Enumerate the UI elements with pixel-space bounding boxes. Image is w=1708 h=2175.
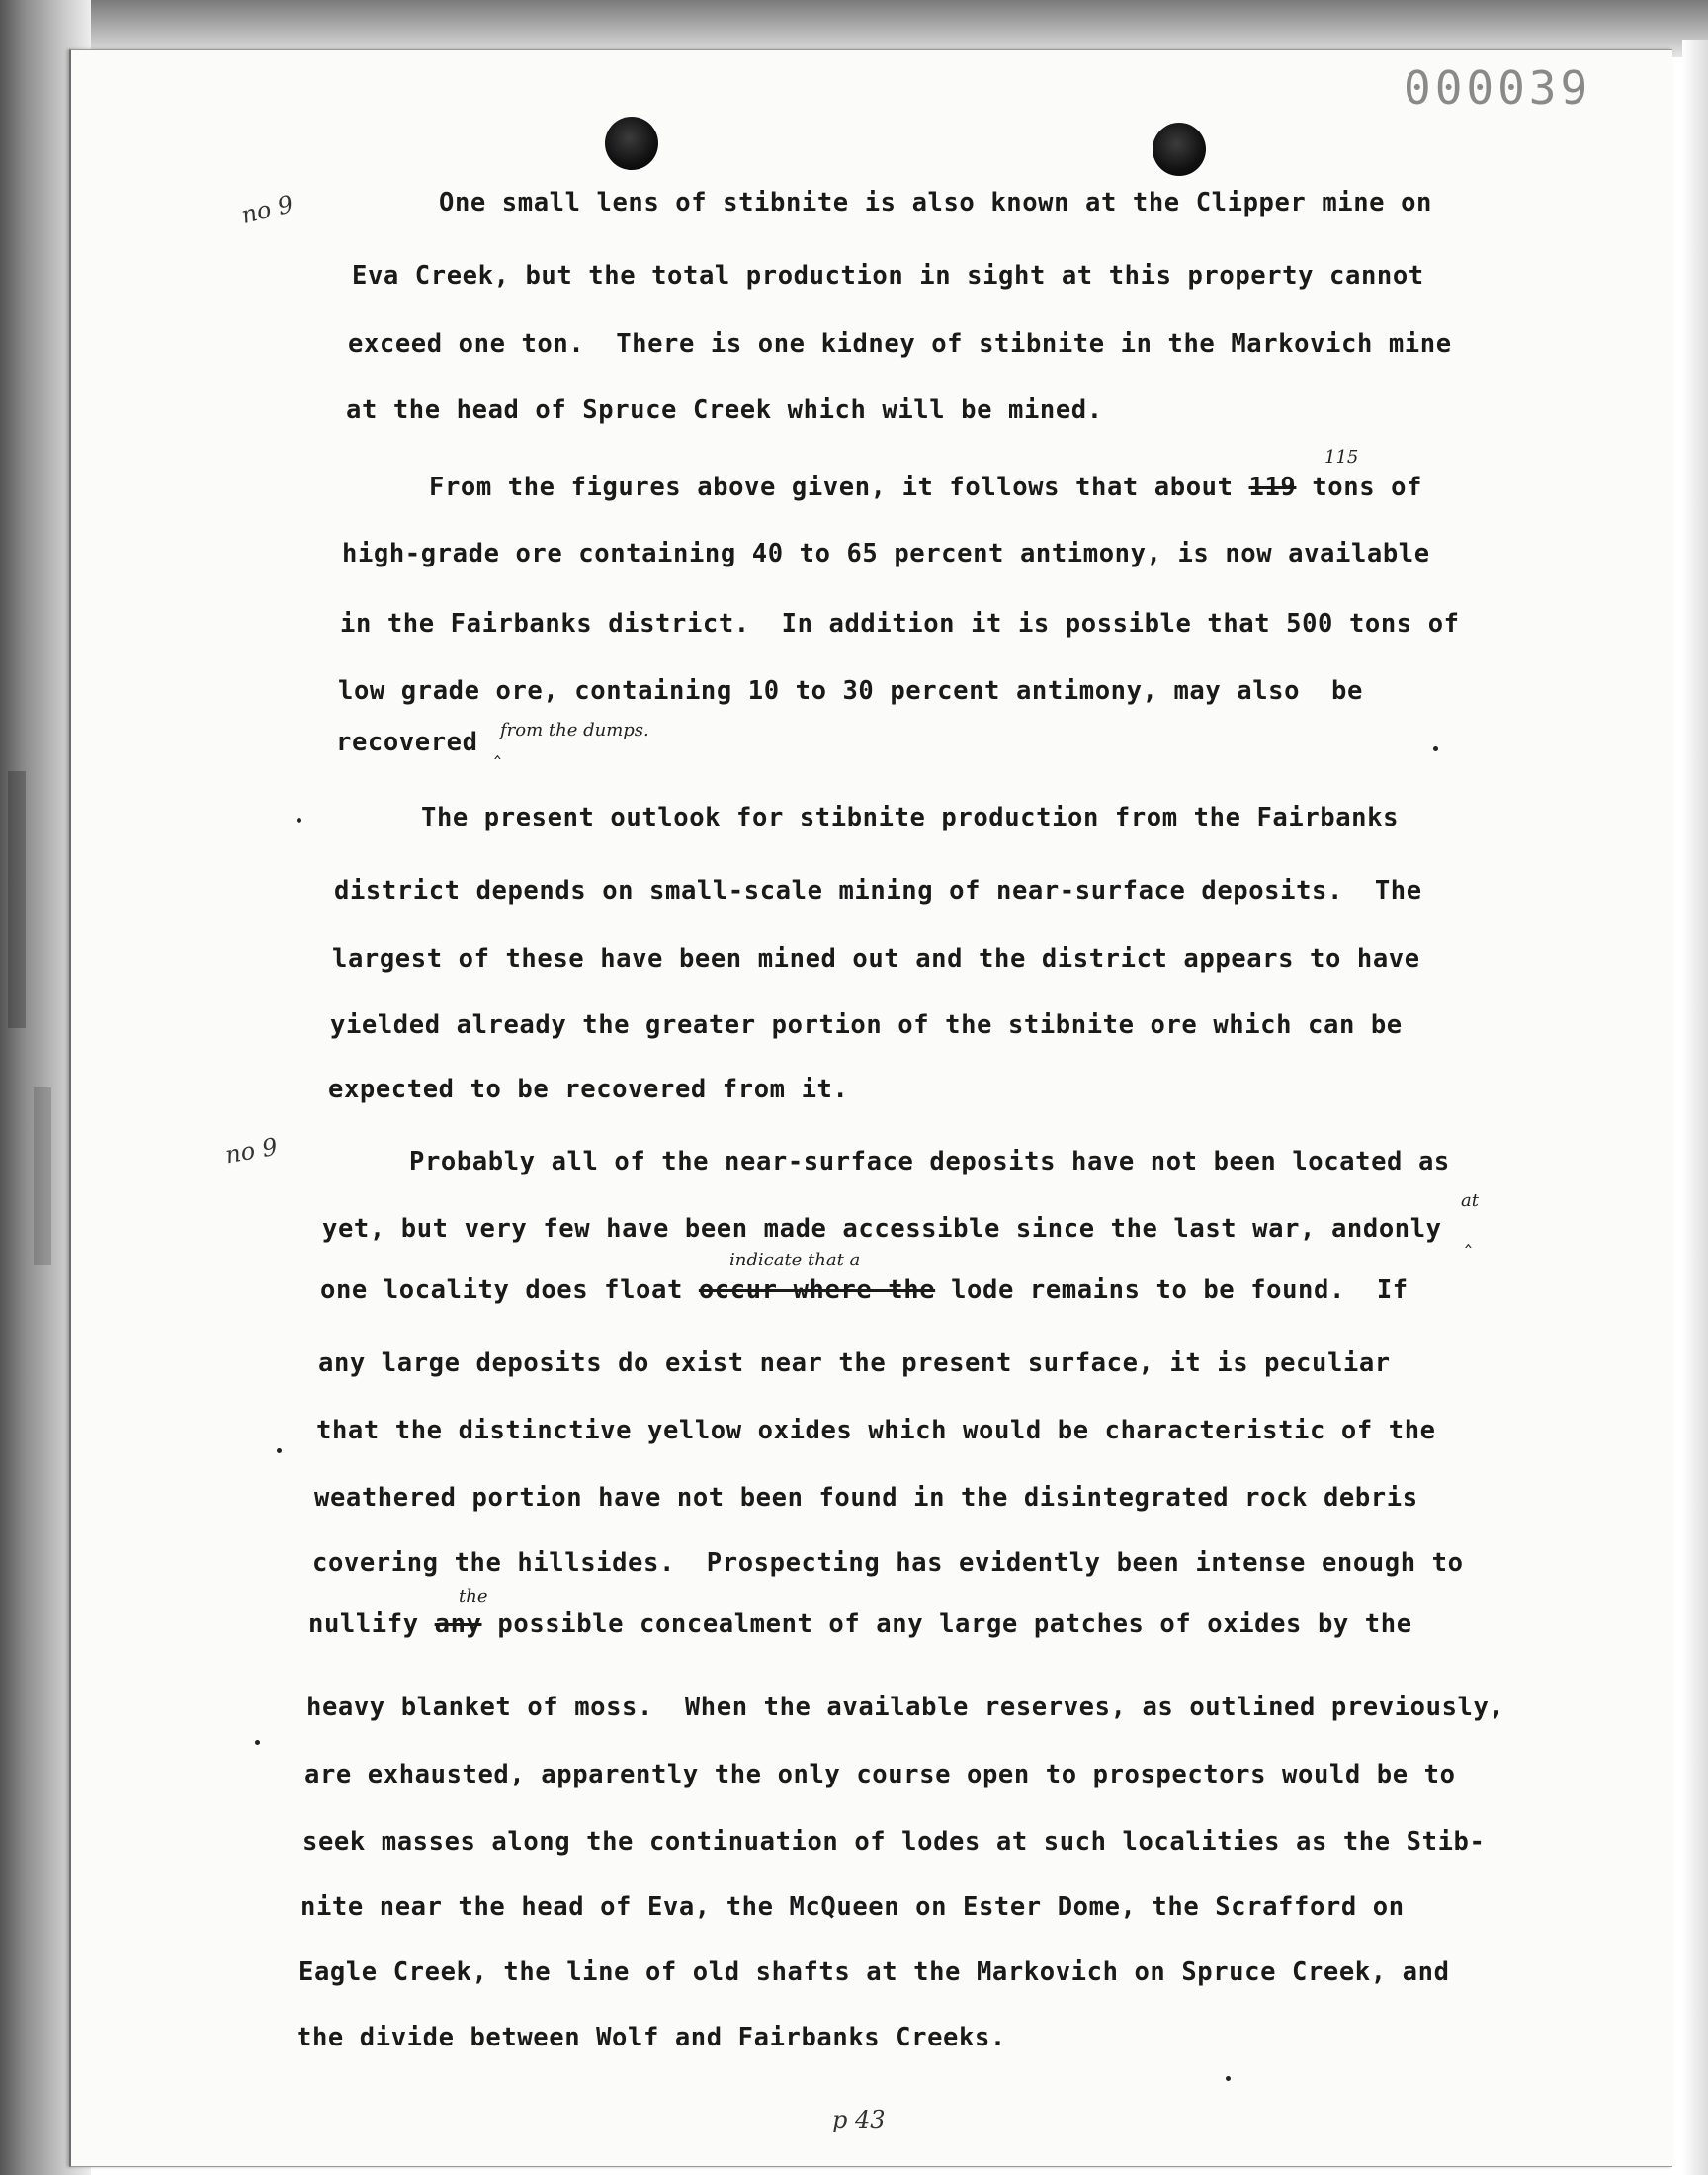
paragraph-line: expected to be recovered from it. xyxy=(328,1075,849,1104)
scan-speck xyxy=(1433,746,1438,751)
paragraph-line: One small lens of stibnite is also known at the Clipper mine on xyxy=(439,188,1432,218)
paragraph-line: nite near the head of Eva, the McQueen on Ester Dome, the Scrafford on xyxy=(300,1892,1405,1922)
line-text: nullify xyxy=(308,1610,435,1639)
paragraph-line: at the head of Spruce Creek which will be mined. xyxy=(346,395,1103,425)
line-text: one locality does float xyxy=(320,1275,699,1305)
stamp-number: 000039 xyxy=(1404,61,1592,115)
paragraph-line xyxy=(322,1214,1442,1244)
paragraph-line xyxy=(429,473,1422,502)
insertion-caret: ‸ xyxy=(494,736,501,759)
handwritten-insert: the xyxy=(459,1586,488,1607)
line-text: lode remains to be found. If xyxy=(935,1275,1409,1305)
margin-note: no 9 xyxy=(222,1132,280,1170)
scan-border-right xyxy=(1682,40,1708,2175)
margin-note: no 9 xyxy=(238,190,297,229)
line-text: tons of xyxy=(1296,473,1423,502)
paragraph-line: the divide between Wolf and Fairbanks Creeks. xyxy=(297,2023,1006,2052)
line-text: possible concealment of any large patches of oxides by the xyxy=(481,1610,1412,1639)
paragraph-line: Eva Creek, but the total production in sight at this property cannot xyxy=(352,261,1424,291)
footer-page-number: p 43 xyxy=(832,2106,886,2133)
insertion-caret: ‸ xyxy=(1465,1224,1472,1248)
paragraph-line: yielded already the greater portion of the stibnite ore which can be xyxy=(330,1010,1403,1040)
handwritten-insert: indicate that a xyxy=(729,1250,861,1270)
handwritten-insert: 115 xyxy=(1324,447,1359,468)
line-text: yet, but very few have been made accessible since the last war, and xyxy=(322,1214,1379,1244)
paragraph-line: weathered portion have not been found in the disintegrated rock debris xyxy=(314,1483,1418,1513)
paragraph-line: heavy blanket of moss. When the available reserves, as outlined previously, xyxy=(306,1693,1505,1722)
paragraph-line: district depends on small-scale mining of near-surface deposits. The xyxy=(334,876,1422,906)
punch-hole-left xyxy=(605,117,658,170)
punch-hole-right xyxy=(1153,123,1206,176)
struck-text: occur where the xyxy=(698,1275,936,1305)
scan-speck xyxy=(277,1448,282,1453)
paragraph-line: exceed one ton. There is one kidney of stibnite in the Markovich mine xyxy=(348,329,1452,359)
struck-text: 119 xyxy=(1248,473,1297,502)
paragraph-line: Eagle Creek, the line of old shafts at the Markovich on Spruce Creek, and xyxy=(299,1958,1450,1987)
scan-speck xyxy=(1226,2076,1231,2081)
paragraph-line xyxy=(336,728,478,757)
paragraph-line: high-grade ore containing 40 to 65 percent antimony, is now available xyxy=(342,539,1430,568)
paragraph-line: covering the hillsides. Prospecting has evidently been intense enough to xyxy=(312,1548,1464,1578)
paragraph-line: that the distinctive yellow oxides which would be characteristic of the xyxy=(316,1416,1436,1445)
line-text: recovered xyxy=(336,728,478,757)
paragraph-line: Probably all of the near-surface deposits have not been located as xyxy=(409,1147,1450,1176)
paragraph-line: in the Fairbanks district. In addition it is possible that 500 tons of xyxy=(340,609,1460,639)
struck-text: any xyxy=(434,1610,482,1639)
paragraph-line: largest of these have been mined out and the district appears to have xyxy=(332,944,1420,974)
paragraph-line: are exhausted, apparently the only course open to prospectors would be to xyxy=(304,1760,1456,1789)
paragraph-line: low grade ore, containing 10 to 30 percent antimony, may also be xyxy=(338,676,1363,706)
paragraph-line: any large deposits do exist near the present surface, it is peculiar xyxy=(318,1348,1391,1378)
paragraph-line: The present outlook for stibnite production from the Fairbanks xyxy=(421,803,1400,832)
scan-speck xyxy=(255,1740,260,1745)
handwritten-insert: at xyxy=(1461,1190,1479,1211)
line-text: only xyxy=(1378,1214,1442,1244)
line-text: From the figures above given, it follows that about xyxy=(429,473,1249,502)
paragraph-line: seek masses along the continuation of lodes at such localities as the Stib- xyxy=(302,1827,1486,1857)
handwritten-insert: from the dumps. xyxy=(500,720,649,740)
paragraph-line xyxy=(320,1275,1409,1305)
scan-speck xyxy=(297,818,301,823)
paragraph-line xyxy=(308,1610,1412,1639)
